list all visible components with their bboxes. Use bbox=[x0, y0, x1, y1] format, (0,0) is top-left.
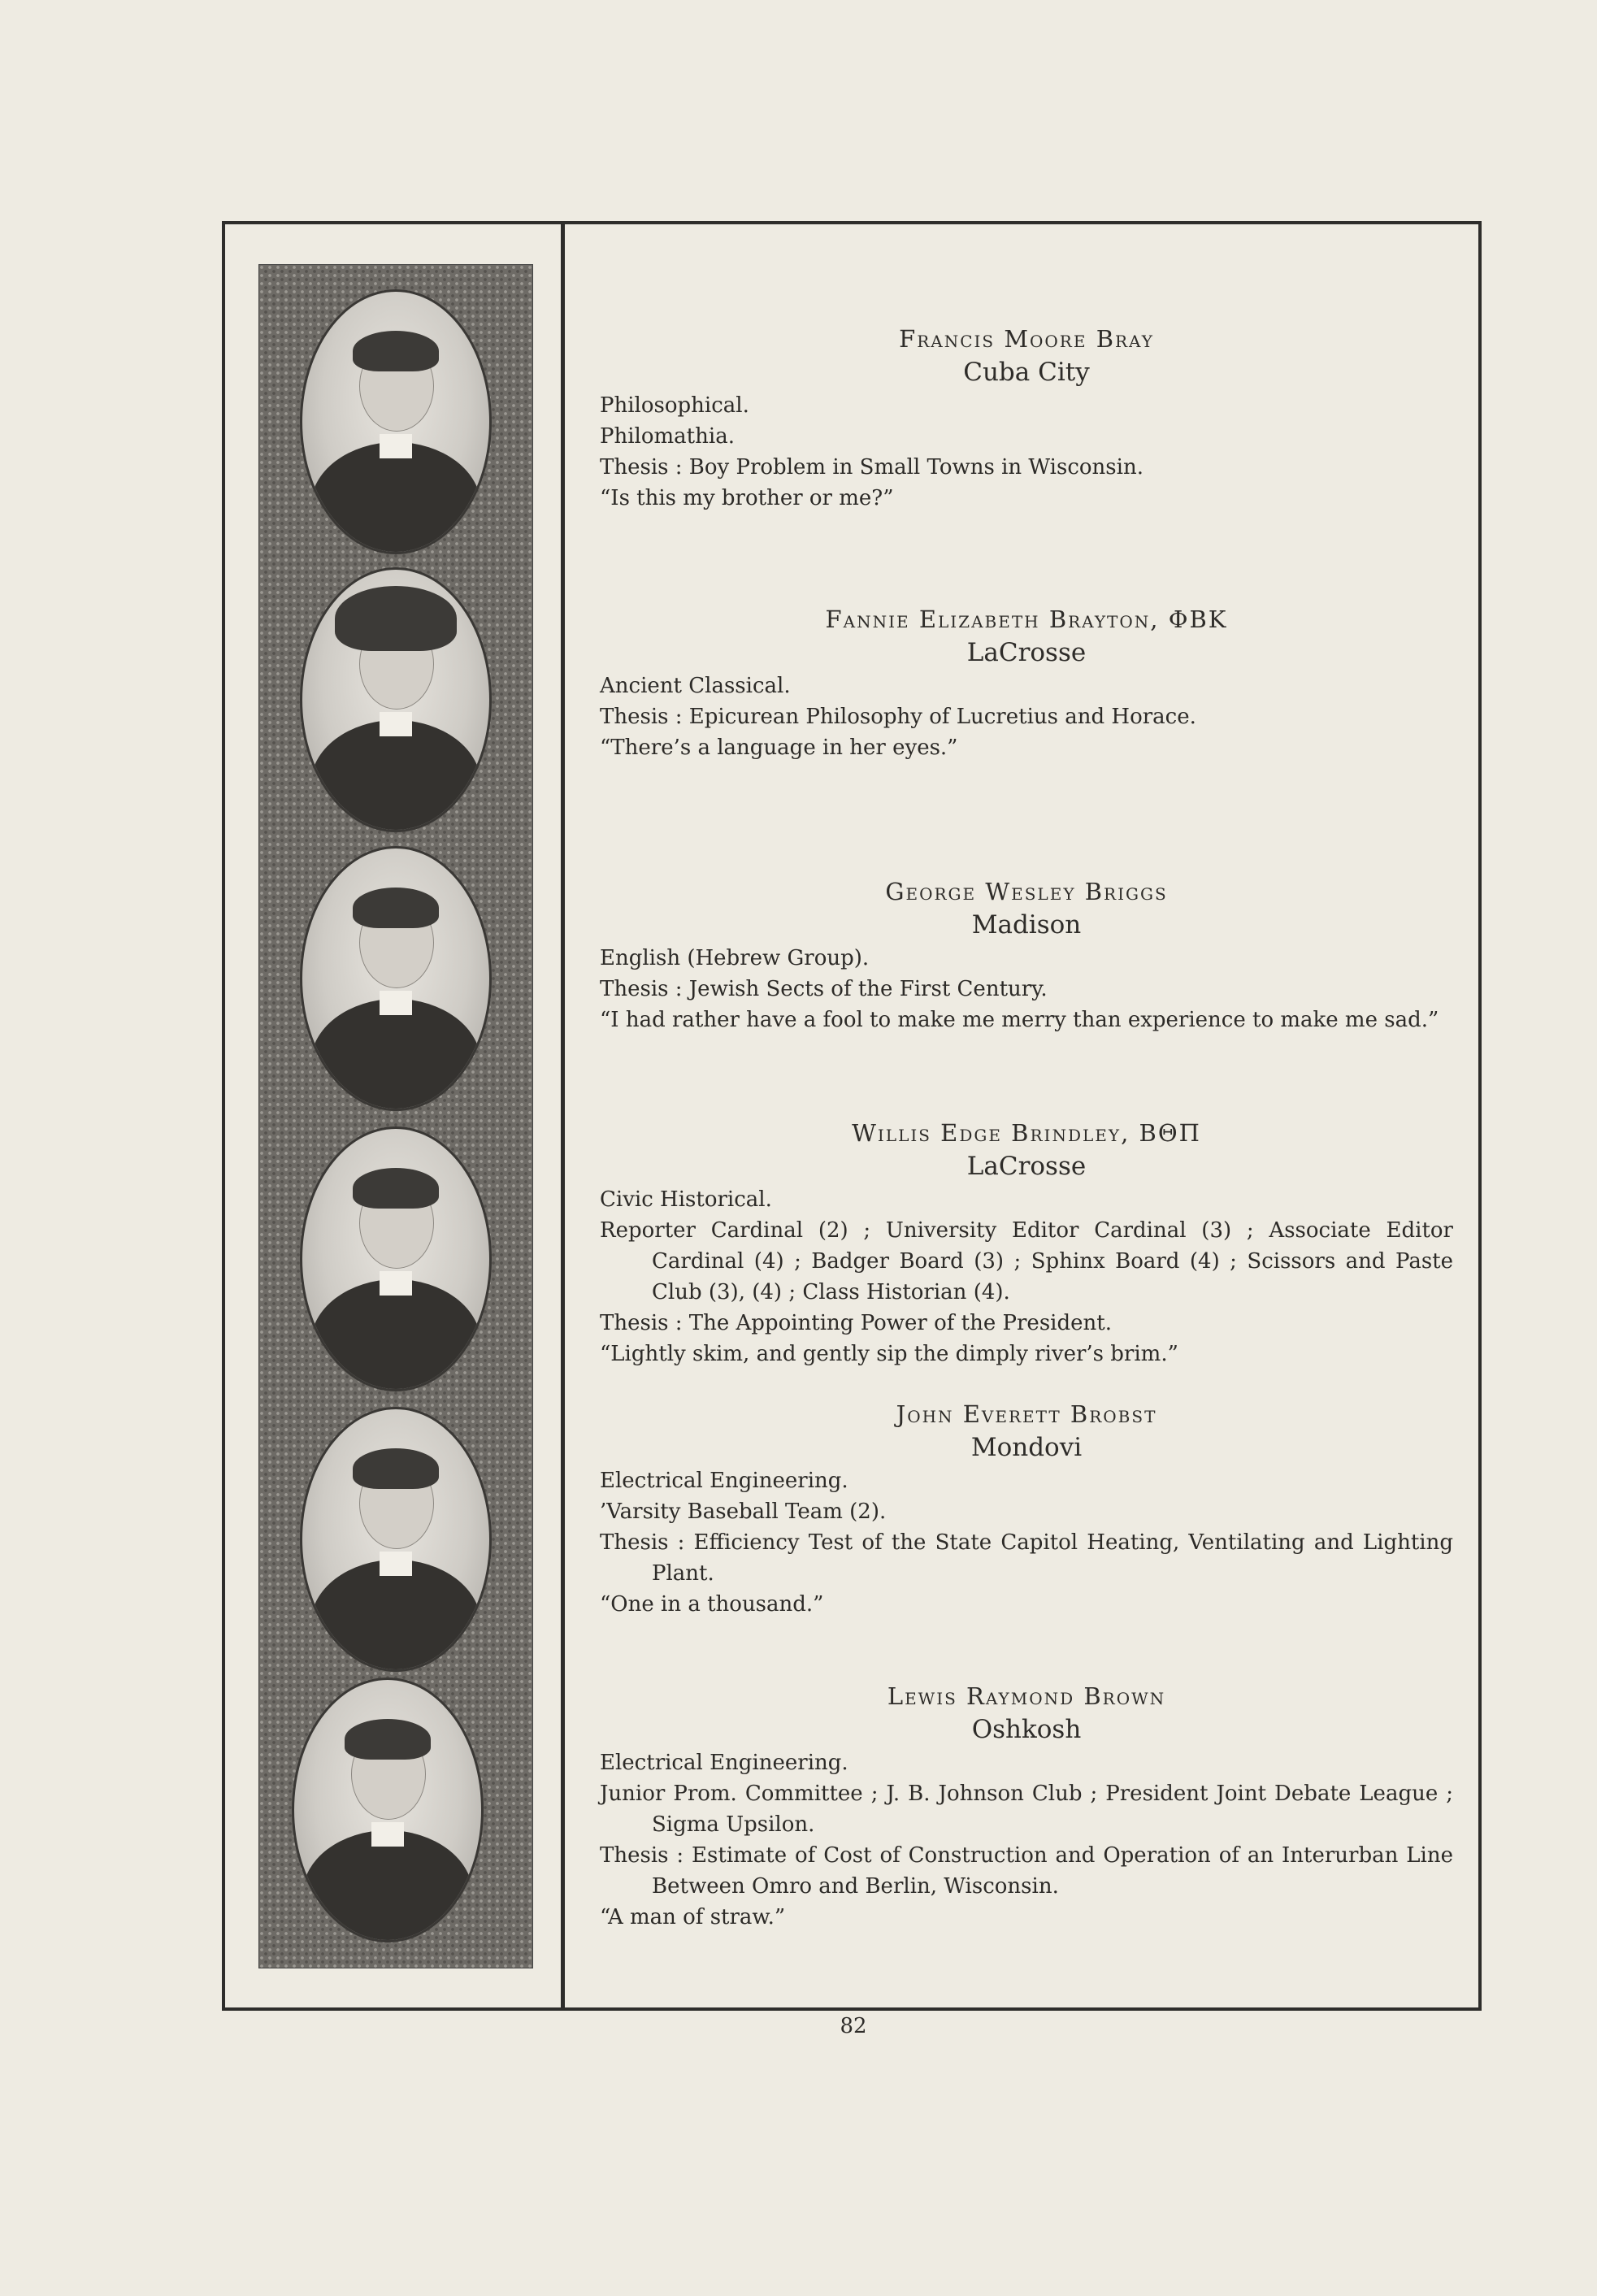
entry-line: Philomathia. bbox=[600, 424, 735, 449]
entry-name: Fannie Elizabeth Brayton, ΦBK bbox=[825, 605, 1228, 633]
entry-john-everett-brobst bbox=[600, 1400, 1453, 1620]
entry-line: “There’s a language in her eyes.” bbox=[600, 736, 958, 760]
entry-town: Oshkosh bbox=[971, 1715, 1082, 1744]
entry-line: Thesis : Boy Problem in Small Towns in Wisconsin. bbox=[600, 455, 1144, 480]
portrait-john-everett-brobst bbox=[300, 1407, 492, 1672]
entry-town: LaCrosse bbox=[966, 1152, 1087, 1181]
entry-line: Junior Prom. Committee ; J. B. Johnson Club ; President Joint Debate League ; Sigma Upsilon. bbox=[600, 1782, 1453, 1837]
entry-line: “Lightly skim, and gently sip the dimply river’s brim.” bbox=[600, 1342, 1178, 1366]
entry-town: LaCrosse bbox=[966, 638, 1087, 667]
entry-willis-edge-brindley bbox=[600, 1119, 1453, 1369]
entry-francis-moore-bray bbox=[600, 325, 1453, 514]
entry-george-wesley-briggs bbox=[600, 878, 1453, 1035]
entry-name: Willis Edge Brindley, BΘΠ bbox=[852, 1119, 1201, 1147]
entry-line: Thesis : Jewish Sects of the First Century. bbox=[600, 977, 1048, 1001]
entry-line: Thesis : Efficiency Test of the State Capitol Heating, Ventilating and Lighting Plant. bbox=[600, 1530, 1453, 1586]
entry-line: Electrical Engineering. bbox=[600, 1751, 848, 1775]
portrait-george-wesley-briggs bbox=[300, 846, 492, 1111]
portrait-willis-edge-brindley bbox=[300, 1126, 492, 1391]
entry-line: ’Varsity Baseball Team (2). bbox=[600, 1500, 887, 1524]
entry-line: Electrical Engineering. bbox=[600, 1469, 848, 1493]
entry-name: Francis Moore Bray bbox=[899, 325, 1154, 353]
entry-line: English (Hebrew Group). bbox=[600, 946, 870, 970]
entry-name: John Everett Brobst bbox=[896, 1400, 1157, 1428]
entry-line: Reporter Cardinal (2) ; University Editor Cardinal (3) ; Associate Editor Cardinal (4) ; Badger Board (3) ; Sphinx Board (4) ; Scissors and Paste Club (3), (4) ; Class Historian (4). bbox=[600, 1218, 1453, 1304]
portrait-lewis-raymond-brown bbox=[292, 1678, 484, 1942]
entry-name: George Wesley Briggs bbox=[885, 878, 1168, 905]
portrait-francis-moore-bray bbox=[300, 289, 492, 554]
entry-line: Philosophical. bbox=[600, 393, 749, 418]
entry-lewis-raymond-brown bbox=[600, 1682, 1453, 1933]
entry-line: Thesis : Estimate of Cost of Construction and Operation of an Interurban Line Between Omro and Berlin, Wisconsin. bbox=[600, 1843, 1453, 1899]
entry-town: Cuba City bbox=[963, 358, 1090, 387]
entry-line: “A man of straw.” bbox=[600, 1905, 786, 1929]
portrait-strip bbox=[258, 264, 533, 1968]
entry-name: Lewis Raymond Brown bbox=[887, 1682, 1166, 1710]
portrait-fannie-elizabeth-brayton bbox=[300, 567, 492, 832]
entry-town: Mondovi bbox=[970, 1433, 1083, 1462]
entry-fannie-elizabeth-brayton bbox=[600, 605, 1453, 763]
frame-divider bbox=[561, 221, 565, 2011]
entry-line: Thesis : Epicurean Philosophy of Lucretius and Horace. bbox=[600, 705, 1196, 729]
entry-line: “Is this my brother or me?” bbox=[600, 486, 894, 510]
entry-line: “I had rather have a fool to make me merry than experience to make me sad.” bbox=[600, 1008, 1439, 1032]
entry-line: “One in a thousand.” bbox=[600, 1592, 824, 1617]
page-number: 82 bbox=[840, 2014, 867, 2038]
entry-line: Civic Historical. bbox=[600, 1187, 772, 1212]
entry-town: Madison bbox=[971, 910, 1082, 940]
entry-line: Ancient Classical. bbox=[600, 674, 791, 698]
entry-line: Thesis : The Appointing Power of the President. bbox=[600, 1311, 1112, 1335]
